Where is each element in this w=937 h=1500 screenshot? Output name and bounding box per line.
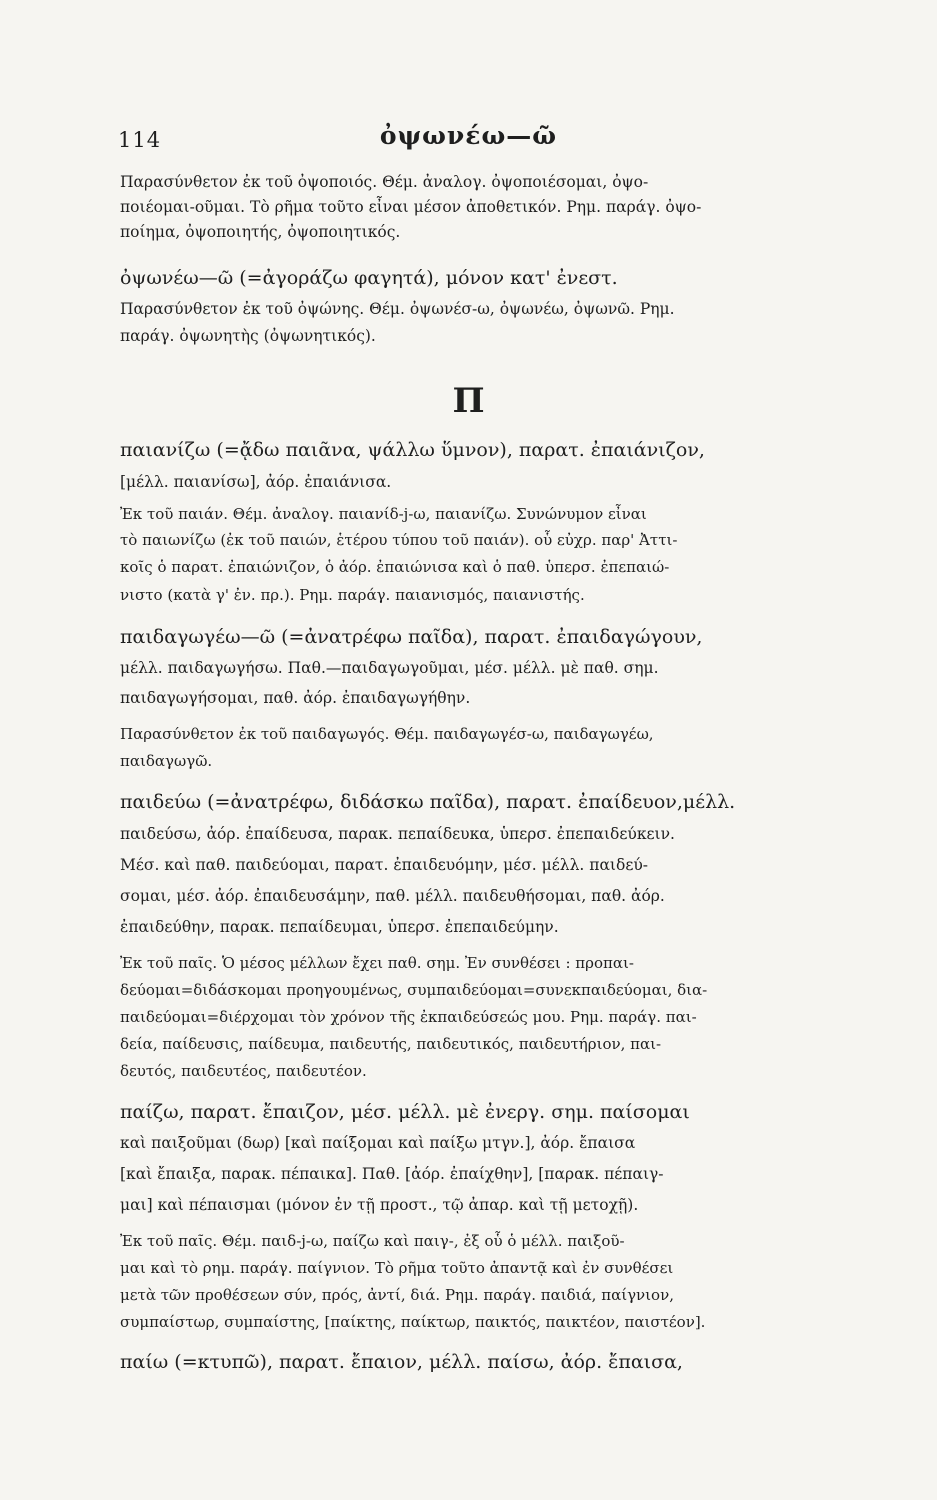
text-line: τὸ παιωνίζω (ἐκ τοῦ παιών, ἑτέρου τύπου τοῦ παιάν). οὗ εὐχρ. παρ' Ἀττι- — [120, 531, 678, 549]
text-line: παιδεύομαι=διέρχομαι τὸν χρόνον τῆς ἐκπαιδεύσεώς μου. Ρημ. παράγ. παι- — [120, 1008, 697, 1026]
text-line: παιδαγωγῶ. — [120, 752, 213, 770]
entry-headword-line: παιανίζω (=ᾄδω παιᾶνα, ψάλλω ὕμνον), παρατ. ἐπαιάνιζον, — [120, 439, 705, 461]
text-line: [μέλλ. παιανίσω], ἀόρ. ἐπαιάνισα. — [120, 473, 392, 491]
text-line: κοῖς ὁ παρατ. ἐπαιώνιζον, ὁ ἀόρ. ἐπαιώνισα καὶ ὁ παθ. ὑπερσ. ἐπεπαιώ- — [120, 558, 670, 576]
entry-headword-line: παιδαγωγέω—ῶ (=ἀνατρέφω παῖδα), παρατ. ἐπαιδαγώγουν, — [120, 626, 703, 648]
text-line: νιστο (κατὰ γ' ἐν. πρ.). Ρημ. παράγ. παιανισμός, παιανιστής. — [120, 586, 585, 604]
text-line: παράγ. ὀψωνητὴς (ὀψωνητικός). — [120, 327, 376, 345]
text-line: δεία, παίδευσις, παίδευμα, παιδευτής, παιδευτικός, παιδευτήριον, παι- — [120, 1035, 662, 1053]
text-line: [καὶ ἔπαιξα, παρακ. πέπαικα]. Παθ. [ἀόρ. ἐπαίχθην], [παρακ. πέπαιγ- — [120, 1165, 664, 1183]
entry-headword-line: ὀψωνέω—ῶ (=ἀγοράζω φαγητά), μόνον κατ' ἐνεστ. — [120, 267, 618, 289]
text-line: δεύομαι=διδάσκομαι προηγουμένως, συμπαιδεύομαι=συνεκπαιδεύομαι, δια- — [120, 981, 708, 999]
text-line: ἐπαιδεύθην, παρακ. πεπαίδευμαι, ὑπερσ. ἐπεπαιδεύμην. — [120, 918, 559, 936]
text-line: Μέσ. καὶ παθ. παιδεύομαι, παρατ. ἐπαιδευόμην, μέσ. μέλλ. παιδεύ- — [120, 856, 649, 874]
text-line: μαι καὶ τὸ ρημ. παράγ. παίγνιον. Τὸ ρῆμα τοῦτο ἀπαντᾷ καὶ ἐν συνθέσει — [120, 1259, 674, 1277]
section-letter: Π — [452, 381, 485, 421]
entry-headword-line: παίζω, παρατ. ἔπαιζον, μέσ. μέλλ. μὲ ἐνεργ. σημ. παίσομαι — [120, 1101, 690, 1123]
text-line: Παρασύνθετον ἐκ τοῦ ὀψοποιός. Θέμ. ἀναλογ. ὀψοποιέσομαι, ὀψο- — [120, 173, 649, 191]
text-line: δευτός, παιδευτέος, παιδευτέον. — [120, 1062, 367, 1080]
text-line: Παρασύνθετον ἐκ τοῦ ὀψώνης. Θέμ. ὀψωνέσ-ω, ὀψωνέω, ὀψωνῶ. Ρημ. — [120, 300, 675, 318]
page-number: 114 — [118, 128, 162, 152]
text-line: Ἐκ τοῦ παῖς. Ὁ μέσος μέλλων ἔχει παθ. σημ. Ἐν συνθέσει : προπαι- — [120, 954, 634, 972]
text-line: μετὰ τῶν προθέσεων σύν, πρός, ἀντί, διά. Ρημ. παράγ. παιδιά, παίγνιον, — [120, 1286, 674, 1304]
text-line: συμπαίστωρ, συμπαίστης, [παίκτης, παίκτωρ, παικτός, παικτέον, παιστέον]. — [120, 1313, 706, 1331]
text-line: Ἐκ τοῦ παιάν. Θέμ. ἀναλογ. παιανίδ-j-ω, παιανίζω. Συνώνυμον εἶναι — [120, 505, 647, 523]
text-line: μαι] καὶ πέπαισμαι (μόνον ἐν τῇ προστ., τῷ ἀπαρ. καὶ τῇ μετοχῇ). — [120, 1196, 639, 1214]
running-head: ὀψωνέω—ῶ — [379, 121, 558, 150]
text-line: παιδαγωγήσομαι, παθ. ἀόρ. ἐπαιδαγωγήθην. — [120, 689, 471, 707]
text-line: καὶ παιξοῦμαι (δωρ) [καὶ παίξομαι καὶ παίξω μτγν.], ἀόρ. ἔπαισα — [120, 1134, 636, 1152]
text-line: ποιέομαι-οῦμαι. Τὸ ρῆμα τοῦτο εἶναι μέσον ἀποθετικόν. Ρημ. παράγ. ὀψο- — [120, 198, 702, 216]
text-line: σομαι, μέσ. ἀόρ. ἐπαιδευσάμην, παθ. μέλλ. παιδευθήσομαι, παθ. ἀόρ. — [120, 887, 665, 905]
text-line: Ἐκ τοῦ παῖς. Θέμ. παιδ-j-ω, παίζω καὶ παιγ-, ἐξ οὗ ὁ μέλλ. παιξοῦ- — [120, 1232, 625, 1250]
entry-headword-line: παίω (=κτυπῶ), παρατ. ἔπαιον, μέλλ. παίσω, ἀόρ. ἔπαισα, — [120, 1351, 683, 1373]
entry-headword-line: παιδεύω (=ἀνατρέφω, διδάσκω παῖδα), παρατ. ἐπαίδευον,μέλλ. — [120, 791, 736, 813]
text-line: παιδεύσω, ἀόρ. ἐπαίδευσα, παρακ. πεπαίδευκα, ὑπερσ. ἐπεπαιδεύκειν. — [120, 825, 675, 843]
text-line: μέλλ. παιδαγωγήσω. Παθ.—παιδαγωγοῦμαι, μέσ. μέλλ. μὲ παθ. σημ. — [120, 659, 659, 677]
text-line: ποίημα, ὀψοποιητής, ὀψοποιητικός. — [120, 223, 401, 241]
text-line: Παρασύνθετον ἐκ τοῦ παιδαγωγός. Θέμ. παιδαγωγέσ-ω, παιδαγωγέω, — [120, 725, 654, 743]
